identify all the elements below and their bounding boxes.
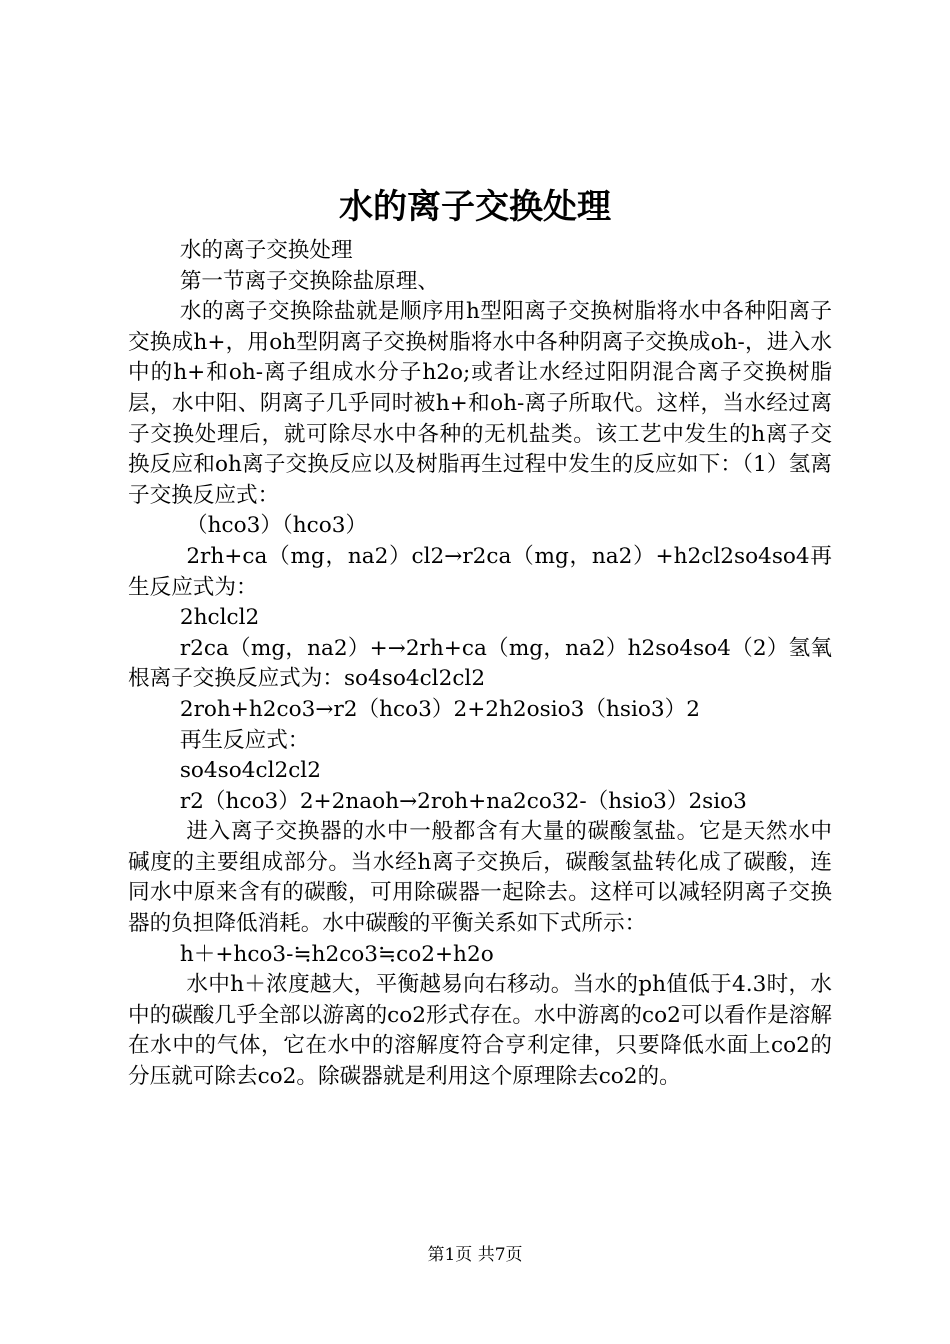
paragraph-principle: 水的离子交换除盐就是顺序用h型阳离子交换树脂将水中各种阳离子交换成h+，用oh型阴离子交换树脂将水中各种阴离子交换成oh-，进入水中的h+和oh-离子组成水分子h2o;或者让水经过阳阴混合离子交换树脂层，水中阳、阴离子几乎同时被h+和oh-离子所取代。这样，当水经过离子交换处理后，就可除尽水中各种的无机盐类。该工艺中发生的h离子交换反应和oh离子交换反应以及树脂再生过程中发生的反应如下：（1）氢离子交换反应式：	[128, 299, 832, 508]
formula-h-exchange: 2rh+ca（mg，na2）cl2→r2ca（mg，na2）+h2cl2so4so4再生反应式为：	[128, 543, 832, 600]
document-body	[128, 236, 832, 1093]
formula-carbonate-equilibrium: h＋+hco3-≒h2co3≒co2+h2o	[179, 941, 494, 967]
document-title: 水的离子交换处理	[339, 187, 611, 227]
formula-h-regeneration: r2ca（mg，na2）+→2rh+ca（mg，na2）h2so4so4（2）氢氧根离子交换反应式为：so4so4cl2cl2	[128, 635, 832, 692]
page-footer: 第1页 共7页	[427, 1245, 523, 1265]
paragraph-section-title: 第一节离子交换除盐原理、	[179, 268, 439, 294]
formula-oh-exchange: 2roh+h2co3→r2（hco3）2+2h2osio3（hsio3）2	[179, 696, 700, 722]
paragraph-bicarbonate: 进入离子交换器的水中一般都含有大量的碳酸氢盐。它是天然水中碱度的主要组成部分。当水经h离子交换后，碳酸氢盐转化成了碳酸，连同水中原来含有的碳酸，可用除碳器一起除去。这样可以减轻阴离子交换器的负担降低消耗。水中碳酸的平衡关系如下式所示：	[128, 819, 832, 937]
formula-oh-regeneration: r2（hco3）2+2naoh→2roh+na2co32-（hsio3）2sio3	[179, 788, 747, 814]
formula-hco3-labels: （hco3）（hco3）	[186, 513, 368, 539]
paragraph-co2-removal: 水中h＋浓度越大，平衡越易向右移动。当水的ph值低于4.3时，水中的碳酸几乎全部以游离的co2形式存在。水中游离的co2可以看作是溶解在水中的气体，它在水中的溶解度符合亨利定律，只要降低水面上co2的分压就可除去co2。除碳器就是利用这个原理除去co2的。	[128, 972, 832, 1090]
paragraph-regeneration-label: 再生反应式：	[179, 727, 310, 753]
formula-so4-labels: so4so4cl2cl2	[179, 758, 321, 784]
formula-hcl: 2hclcl2	[179, 605, 260, 631]
paragraph-heading: 水的离子交换处理	[179, 238, 353, 263]
